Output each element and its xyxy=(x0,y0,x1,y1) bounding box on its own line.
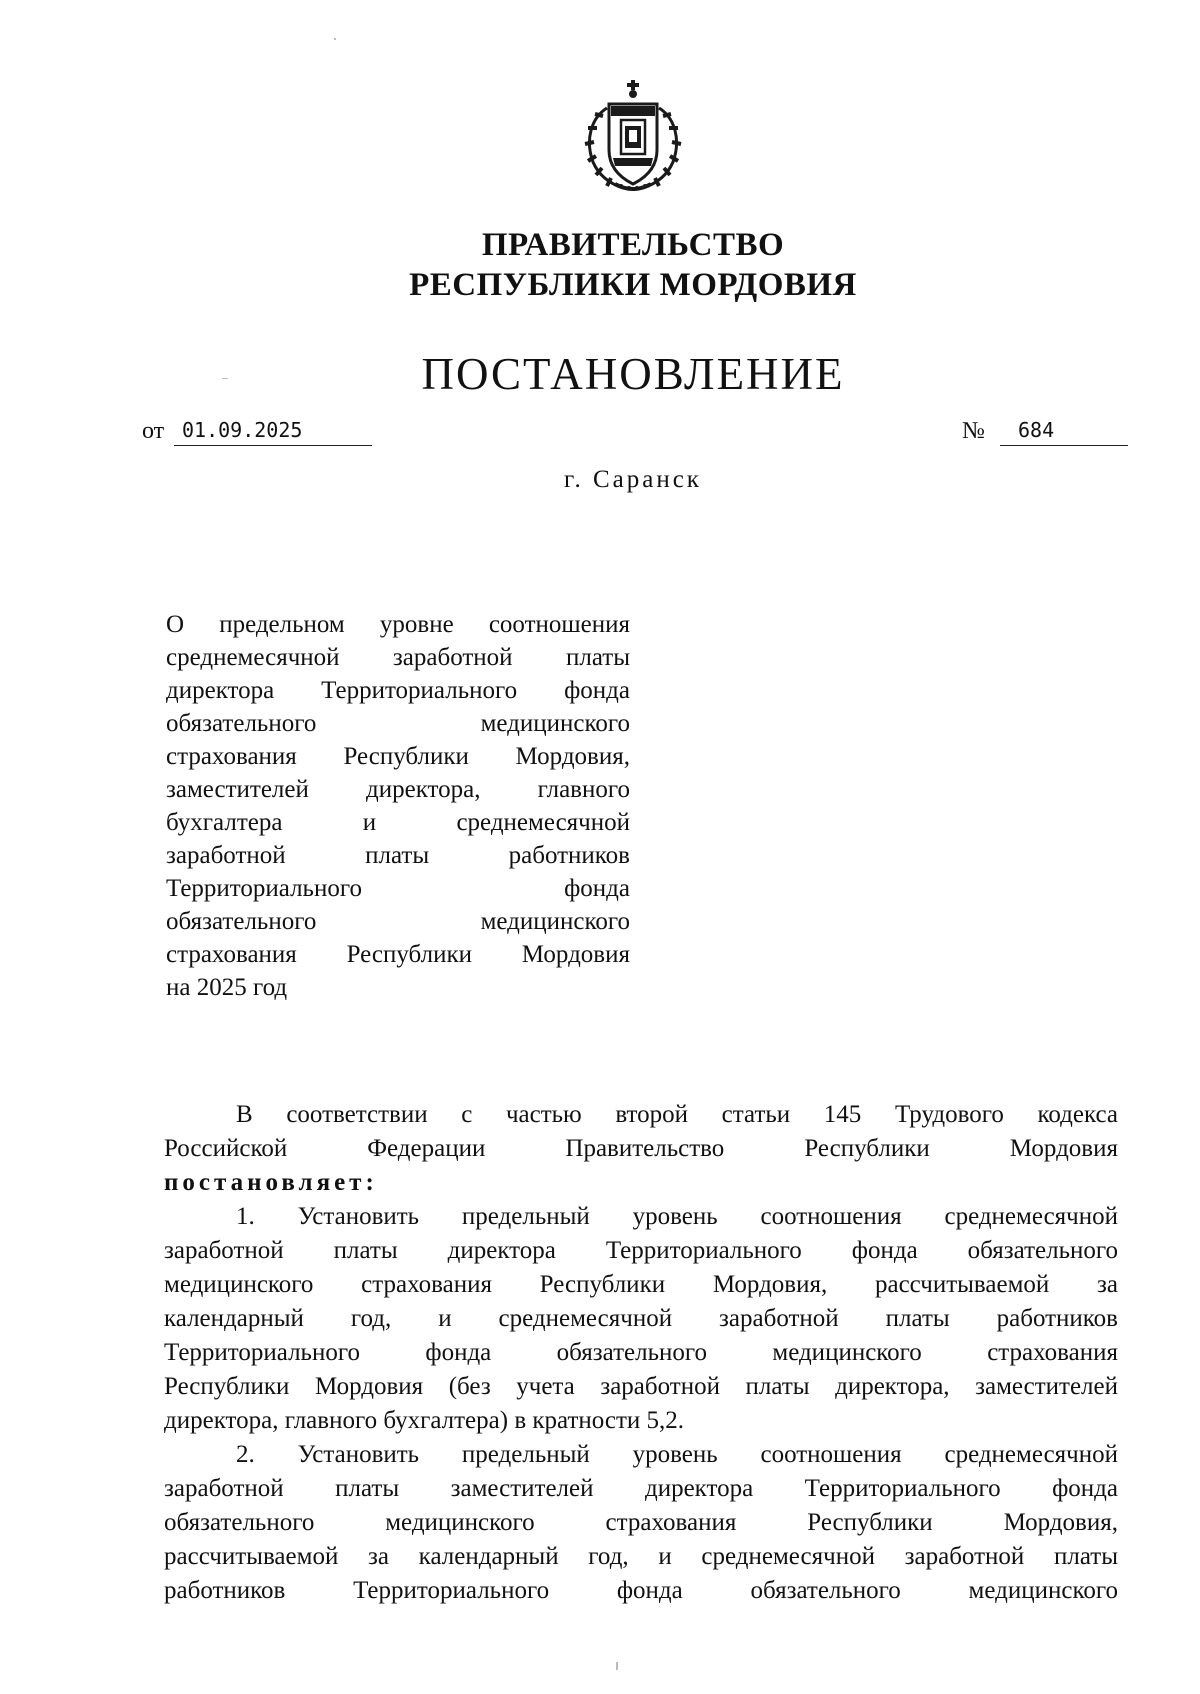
document-date: 01.09.2025 xyxy=(174,418,372,446)
body-line: обязательного медицинского страхования Республики Мордовия, xyxy=(164,1509,1118,1536)
body-line: календарный год, и среднемесячной заработной платы работников xyxy=(164,1305,1118,1332)
scan-speck xyxy=(222,378,228,379)
city-label: г. Саранск xyxy=(564,466,702,493)
title-line: директора Территориального фонда xyxy=(166,677,630,704)
title-line: бухгалтера и среднемесячной xyxy=(166,809,630,836)
title-line: заместителей директора, главного xyxy=(166,776,630,803)
body-line: работников Территориального фонда обязательного медицинского xyxy=(164,1577,1118,1604)
body-line: 2. Установить предельный уровень соотношения среднемесячной xyxy=(236,1441,1118,1468)
document-number: 684 xyxy=(1000,418,1128,446)
body-line: директора, главного бухгалтера) в кратности 5,2. xyxy=(164,1407,685,1434)
body-line: заработной платы заместителей директора Территориального фонда xyxy=(164,1475,1118,1502)
title-line: заработной платы работников xyxy=(166,842,630,869)
title-line: Территориального фонда xyxy=(166,875,630,902)
title-line: обязательного медицинского xyxy=(166,908,630,935)
title-line: О предельном уровне соотношения xyxy=(166,611,630,638)
body-line: медицинского страхования Республики Мордовия, рассчитываемой за xyxy=(164,1271,1118,1298)
title-line: среднемесячной заработной платы xyxy=(166,644,630,671)
body-line: Российской Федерации Правительство Республики Мордовия xyxy=(164,1135,1118,1162)
document-body xyxy=(164,1098,1118,1608)
title-line: на 2025 год xyxy=(166,974,288,1001)
scan-speck xyxy=(334,38,336,40)
number-prefix-label: № xyxy=(962,418,985,444)
document-type-heading: ПОСТАНОВЛЕНИЕ xyxy=(421,349,845,399)
government-name-line1: ПРАВИТЕЛЬСТВО xyxy=(481,227,785,263)
body-line: Республики Мордовия (без учета заработной платы директора, заместителей xyxy=(164,1373,1118,1400)
coat-of-arms-icon xyxy=(577,80,689,198)
title-line: страхования Республики Мордовия, xyxy=(166,743,630,770)
date-prefix-label: от xyxy=(142,418,165,444)
document-title xyxy=(166,608,630,1004)
body-line: Территориального фонда обязательного медицинского страхования xyxy=(164,1339,1118,1366)
resolution-keyword: постановляет: xyxy=(164,1169,378,1196)
body-line: рассчитываемой за календарный год, и среднемесячной заработной платы xyxy=(164,1543,1118,1570)
scan-speck xyxy=(616,1662,618,1670)
government-name-line2: РЕСПУБЛИКИ МОРДОВИЯ xyxy=(409,267,857,303)
body-line: В соответствии с частью второй статьи 145 Трудового кодекса xyxy=(236,1101,1118,1128)
body-line: заработной платы директора Территориального фонда обязательного xyxy=(164,1237,1118,1264)
title-line: обязательного медицинского xyxy=(166,710,630,737)
body-line: 1. Установить предельный уровень соотношения среднемесячной xyxy=(236,1203,1118,1230)
title-line: страхования Республики Мордовия xyxy=(166,941,630,968)
